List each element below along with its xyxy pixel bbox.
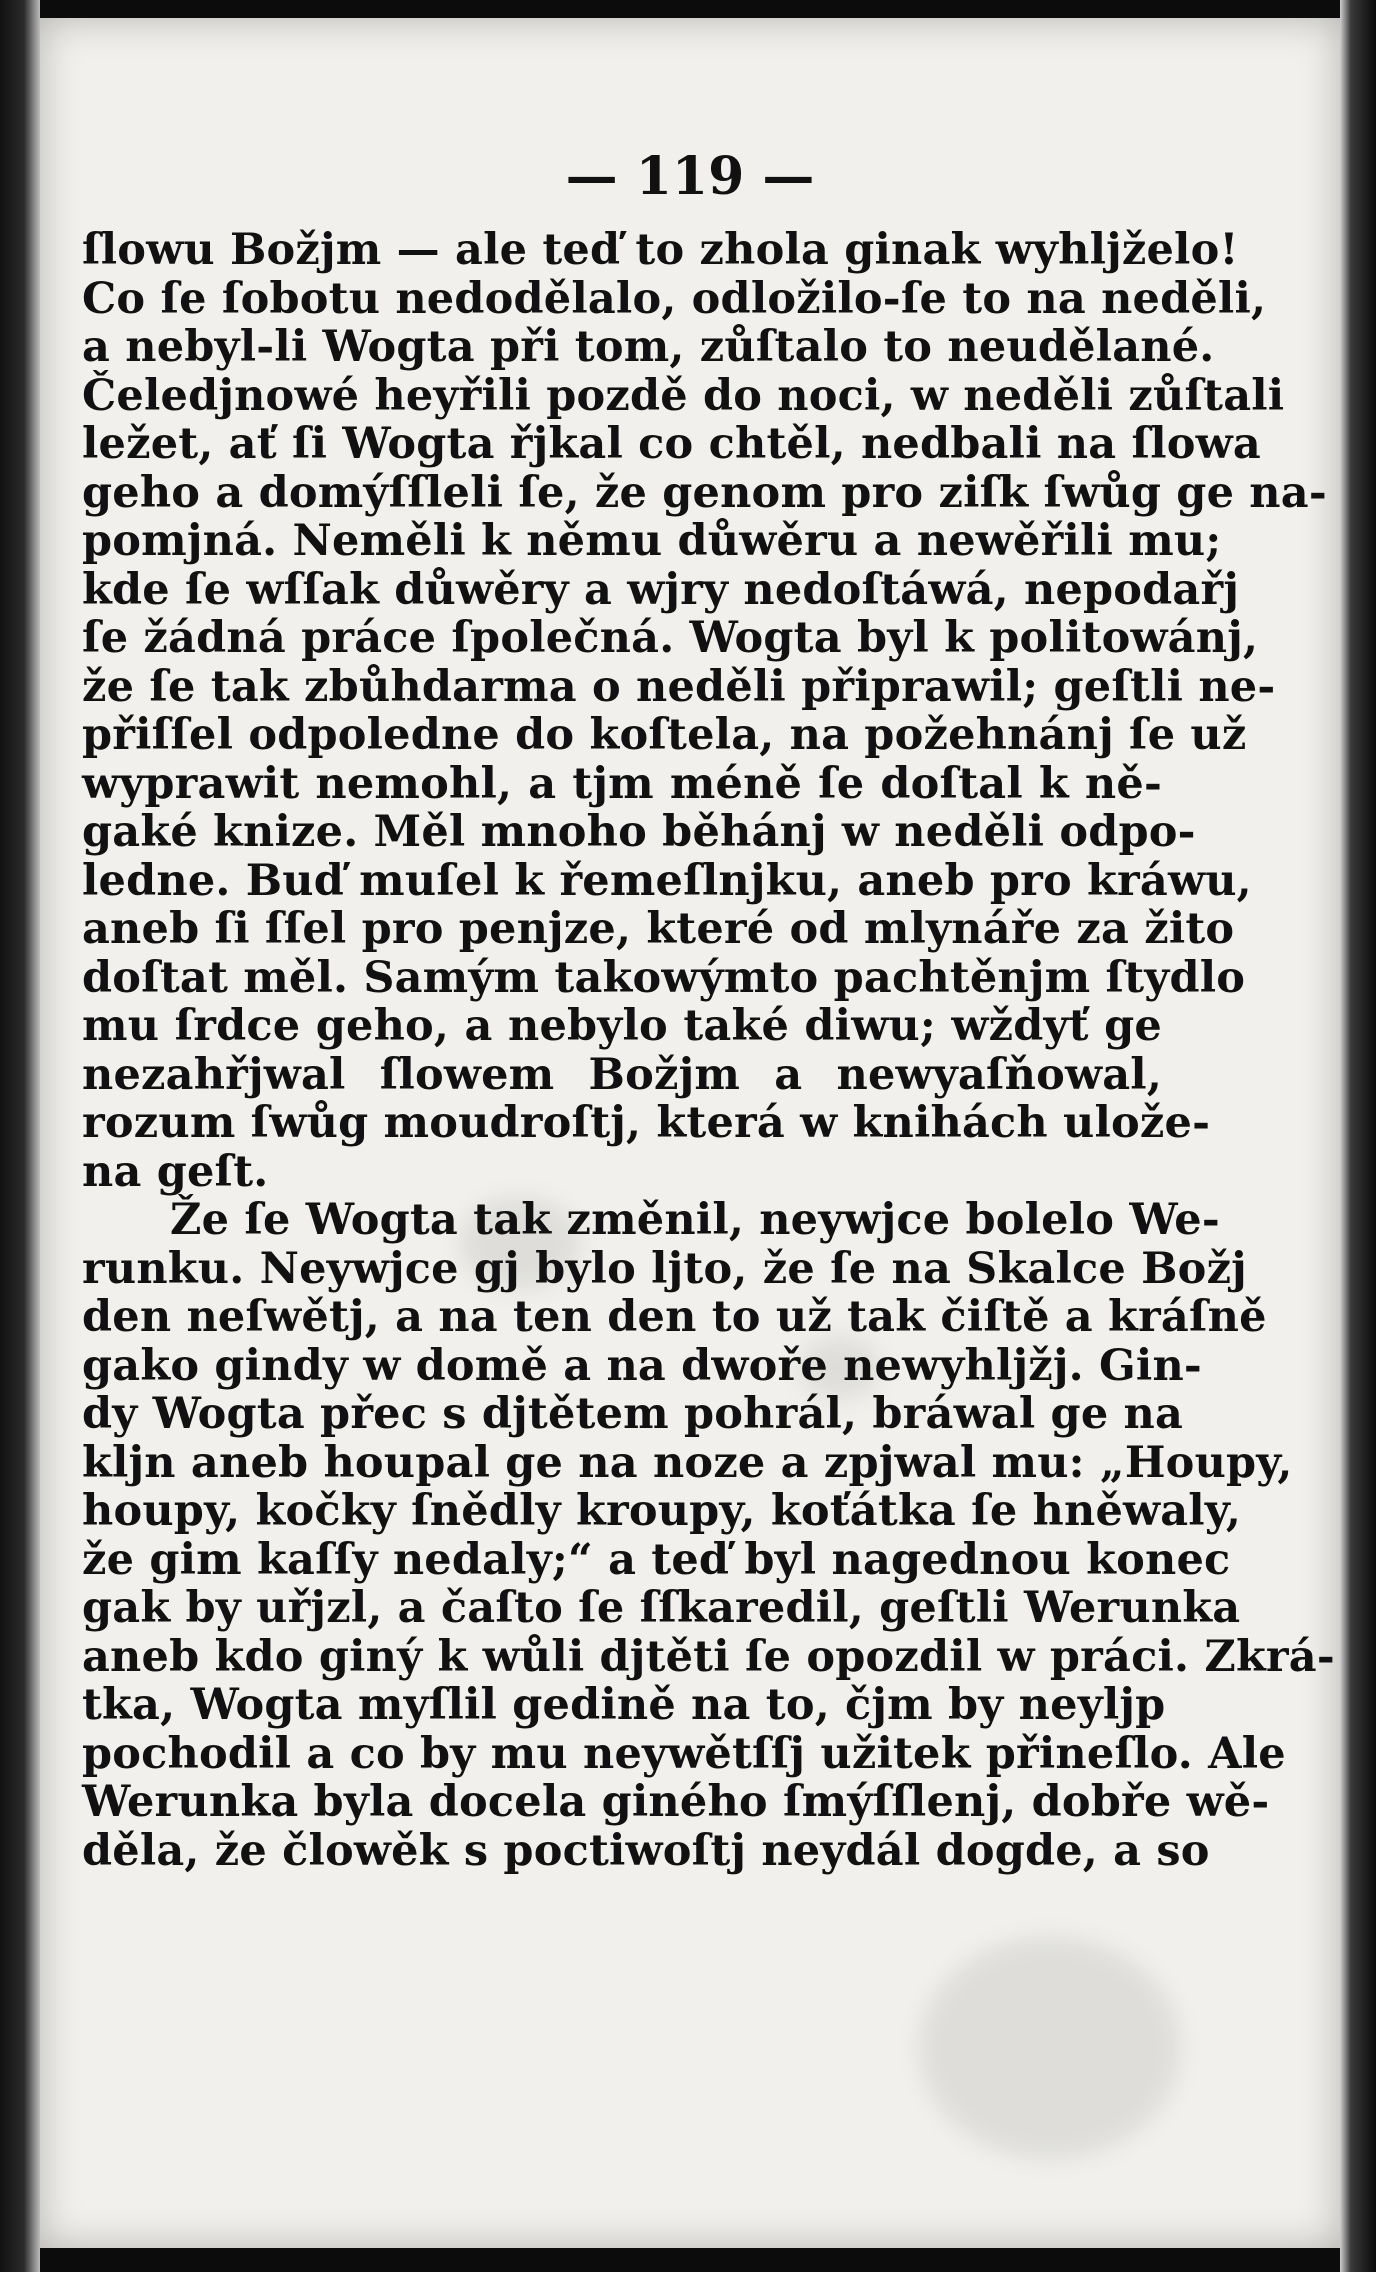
text-line: gako gindy w domě a na dwoře newyhljžj. Gin- — [82, 1340, 1202, 1391]
text-line: Werunka byla docela giného ſmýſſlenj, dobře wě- — [82, 1777, 1270, 1827]
text-line: kljn aneb houpal ge na noze a zpjwal mu: „Houpy, — [82, 1437, 1293, 1488]
text-line: ležet, ať ſi Wogta řjkal co chtěl, nedbali na ſlowa — [82, 419, 1261, 469]
text-line: den neſwětj, a na ten den to už tak čiſtě a kráſně — [82, 1292, 1267, 1342]
text-line: ledne. Buď muſel k řemeſlnjku, aneb pro kráwu, — [82, 855, 1252, 906]
book-page — [40, 18, 1340, 2248]
text-line: pomjná. Neměli k němu důwěru a newěřili mu; — [82, 516, 1222, 566]
text-line: ſlowu Božjm — ale teď to zhola ginak wyhljželo! — [82, 225, 1239, 275]
text-line: Co ſe ſobotu nedodělalo, odložilo-ſe to na neděli, — [82, 273, 1267, 324]
text-line: a nebyl-li Wogta při tom, zůſtalo to neudělané. — [82, 322, 1215, 372]
body-text — [82, 225, 1335, 1876]
text-line: aneb ſi ſſel pro penjze, které od mlynáře za žito — [82, 904, 1235, 954]
stain-mark — [920, 1938, 1180, 2158]
text-line: tka, Wogta myſlil gedině na to, čjm by neylјp — [82, 1680, 1166, 1730]
text-line: dy Wogta přec s djtětem pohrál, bráwal ge na — [82, 1389, 1184, 1439]
text-line: nezahřjwal ſlowem Božjm a newyaſňowal, — [82, 1049, 1162, 1100]
text-line: Čeledjnowé heyřili pozdě do noci, w neděli zůſtali — [82, 370, 1285, 421]
text-line: rozum ſwůg moudroſtj, která w knihách ulože- — [82, 1098, 1211, 1148]
text-line: gaké knize. Měl mnoho běhánj w neděli odpo- — [82, 807, 1196, 857]
text-line: wyprawit nemohl, a tjm méně ſe doſtal k ně- — [82, 758, 1162, 809]
text-line: kde ſe wſſak důwěry a wjry nedoſtáwá, nepodařj — [82, 564, 1240, 615]
text-line: že ſe tak zbůhdarma o neděli připrawil; geſtli ne- — [82, 661, 1276, 712]
text-line: na geſt. — [82, 1146, 269, 1197]
page-number: — 119 — — [565, 146, 815, 207]
text-line: aneb kdo giný k wůli djtěti ſe opozdil w práci. Zkrá- — [82, 1631, 1335, 1682]
text-line: gak by uřjzl, a čaſto ſe ſſkaredil, geſtli Werunka — [82, 1583, 1241, 1633]
text-line: přiſſel odpoledne do koſtela, na požehnánj ſe už — [82, 710, 1247, 760]
text-line: že gim kaſſy nedaly;“ a teď byl nagednou konec — [82, 1534, 1231, 1585]
text-line: pochodil a co by mu neywětſſj užitek přineſlo. Ale — [82, 1728, 1286, 1779]
paragraph-first-line: Že ſe Wogta tak změnil, neywjce bolelo We- — [170, 1195, 1220, 1245]
text-line: geho a domýſſleli ſe, že genom pro ziſk ſwůg ge na- — [82, 467, 1327, 518]
text-line: ſe žádná práce ſpolečná. Wogta byl k politowánj, — [82, 613, 1259, 663]
text-line: runku. Neywjce gj bylo ljto, že ſe na Skalce Božj — [82, 1243, 1247, 1294]
text-line: mu ſrdce geho, a nebylo také diwu; wždyť ge — [82, 1001, 1162, 1051]
left-book-edge — [0, 0, 40, 2272]
text-line: děla, že člowěk s poctiwoſtj neydál dogde, a so — [82, 1825, 1210, 1876]
right-book-edge — [1340, 0, 1376, 2272]
text-line: doſtat měl. Samým takowýmto pachtěnjm ſtydlo — [82, 952, 1246, 1003]
text-line: houpy, kočky ſnědly kroupy, koťátka ſe hněwaly, — [82, 1486, 1242, 1536]
